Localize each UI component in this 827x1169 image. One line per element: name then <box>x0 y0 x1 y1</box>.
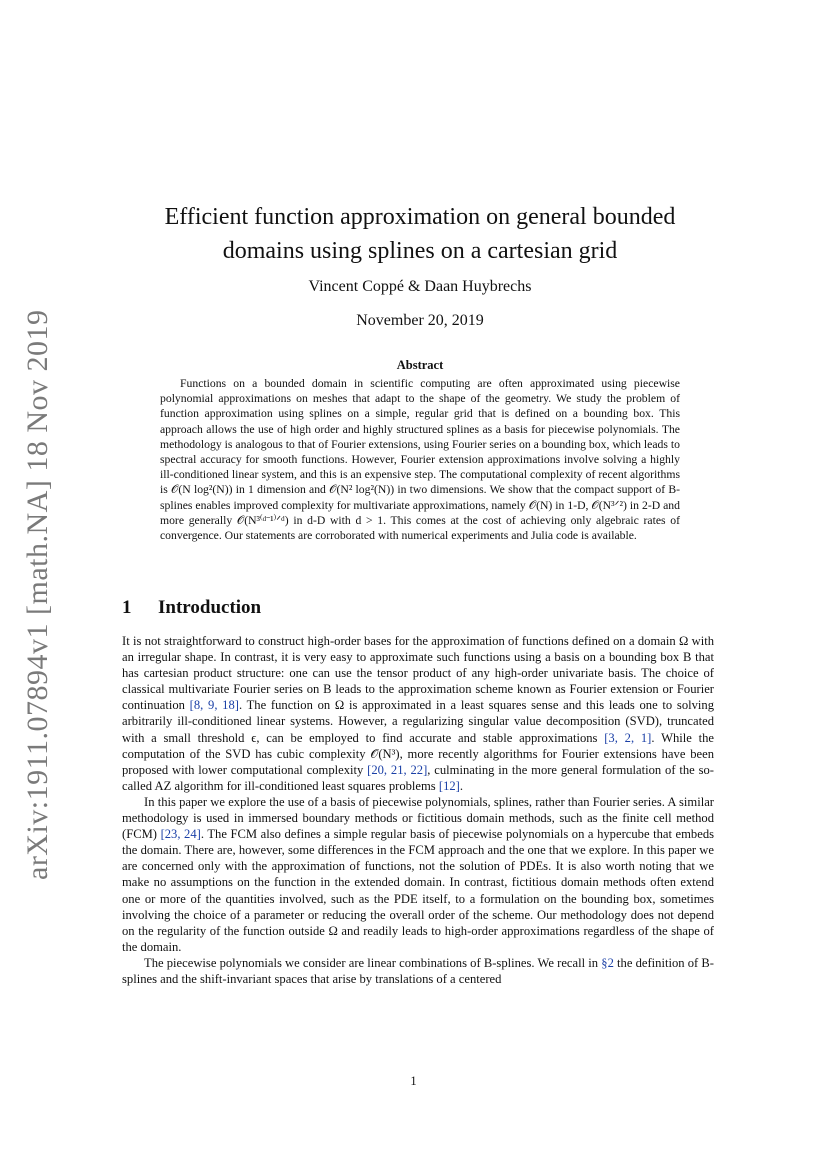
title-line-2: domains using splines on a cartesian grid <box>222 238 618 264</box>
paragraph-2 <box>122 794 714 955</box>
page-number: 1 <box>410 1074 417 1088</box>
paragraph-3 <box>122 955 714 987</box>
citation-link[interactable]: [20, 21, 22] <box>367 762 428 777</box>
section-body <box>122 633 714 987</box>
arxiv-identifier-stamp <box>18 309 58 880</box>
paragraph-1 <box>122 633 714 794</box>
paragraph-2-text-a: In this paper we explore the use of a basis of piecewise polynomials, splines, rather than Fourier series. A similar methodology is used in immersed boundary methods or fictitious domain methods, such as the finite cell method (FCM) <box>122 794 714 842</box>
paragraph-1-text-c: . While the computation of the SVD has cubic complexity 𝒪(N³), more recently algorithms for Fourier extensions have been proposed with lower computational complexity <box>122 730 715 777</box>
citation-link[interactable]: [12] <box>438 778 460 793</box>
abstract-text: Functions on a bounded domain in scientific computing are often approximated using piecewise polynomial approximations on meshes that adapt to the shape of the geometry. We study the problem of function approximation using splines on a simple, regular grid that is defined on a bounding box. This approach allows the use of high order and highly structured splines as a basis for piecewise polynomials. The methodology is analogous to that of Fourier extensions, using Fourier series on a bounding box, which leads to spectral accuracy for smooth functions. However, Fourier extension approximations involve solving a highly ill-conditioned linear system, and this is an expensive step. The computational complexity of recent algorithms is 𝒪(N log²(N)) in 1 dimension and 𝒪(N² log²(N)) in two dimensions. We show that the compact support of B-splines enables improved complexity for multivariate approximations, namely 𝒪(N) in 1-D, 𝒪(N³ᐟ²) in 2-D and more generally 𝒪(N³⁽ᵈ⁻¹⁾ᐟᵈ) in d-D with d > 1. This comes at the cost of achieving only algebraic rates of convergence. Our statements are corroborated with numerical experiments and Julia code is available. <box>160 377 680 543</box>
paragraph-3-text-b: the definition of B-splines and the shift-invariant spaces that arise by translations of a centered <box>122 955 715 986</box>
citation-link[interactable]: [23, 24] <box>160 827 201 842</box>
paragraph-2-text-b: . The FCM also defines a simple regular basis of piecewise polynomials on a hypercube that embeds the domain. There are, however, some differences in the FCM approach and the one that we explore. In this paper we are concerned only with the approximation of functions, not the solution of PDEs. It is also worth noting that we make no assumptions on the function in the extended domain. In contrast, fictitious domain methods often extend one or more of the quantities involved, such as the PDE itself, to a formulation on the bounding box, sometimes involving the choice of a parameter or reducing the overall order of the scheme. Our methodology does not depend on the regularity of the function outside Ω and readily leads to high-order approximations regardless of the shape of the domain. <box>122 827 715 954</box>
publication-date: November 20, 2019 <box>356 312 484 329</box>
abstract-heading: Abstract <box>396 358 444 372</box>
section-number: 1 <box>122 597 132 618</box>
section-heading-introduction <box>122 597 261 619</box>
section-title: Introduction <box>158 597 262 618</box>
citation-link[interactable]: [3, 2, 1] <box>604 730 652 745</box>
author-list: Vincent Coppé & Daan Huybrechs <box>308 278 532 295</box>
title-line-1: Efficient function approximation on general bounded <box>164 204 676 230</box>
section-reference-link[interactable]: §2 <box>601 955 614 970</box>
citation-link[interactable]: [8, 9, 18] <box>189 698 239 713</box>
paragraph-1-text-a: It is not straightforward to construct high-order bases for the approximation of functions defined on a domain Ω with an irregular shape. In contrast, it is very easy to approximate such functions using a basis on a bounding box B that has cartesian product structure: one can use the tensor product of any high-order univariate basis. The choice of classical multivariate Fourier series on B leads to the approximation scheme known as Fourier extension or Fourier continuation <box>122 634 714 713</box>
paragraph-3-text-a: The piecewise polynomials we consider are linear combinations of B-splines. We recall in <box>144 955 602 970</box>
paragraph-1-text-d: , culminating in the more general formulation of the so-called AZ algorithm for ill-conditioned least squares problems <box>122 762 715 793</box>
paragraph-1-text-e: . <box>459 778 464 793</box>
paper-title <box>120 200 720 268</box>
arxiv-identifier-text: arXiv:1911.07894v1 [math.NA] 18 Nov 2019 <box>21 309 54 880</box>
paragraph-1-text-b: . The function on Ω is approximated in a least squares sense and this leads one to solving arbitrarily ill-conditioned linear systems. However, a regularizing singular value decomposition (SVD), truncated with a small threshold ϵ, can be employed to find accurate and stable approximations <box>122 698 715 745</box>
